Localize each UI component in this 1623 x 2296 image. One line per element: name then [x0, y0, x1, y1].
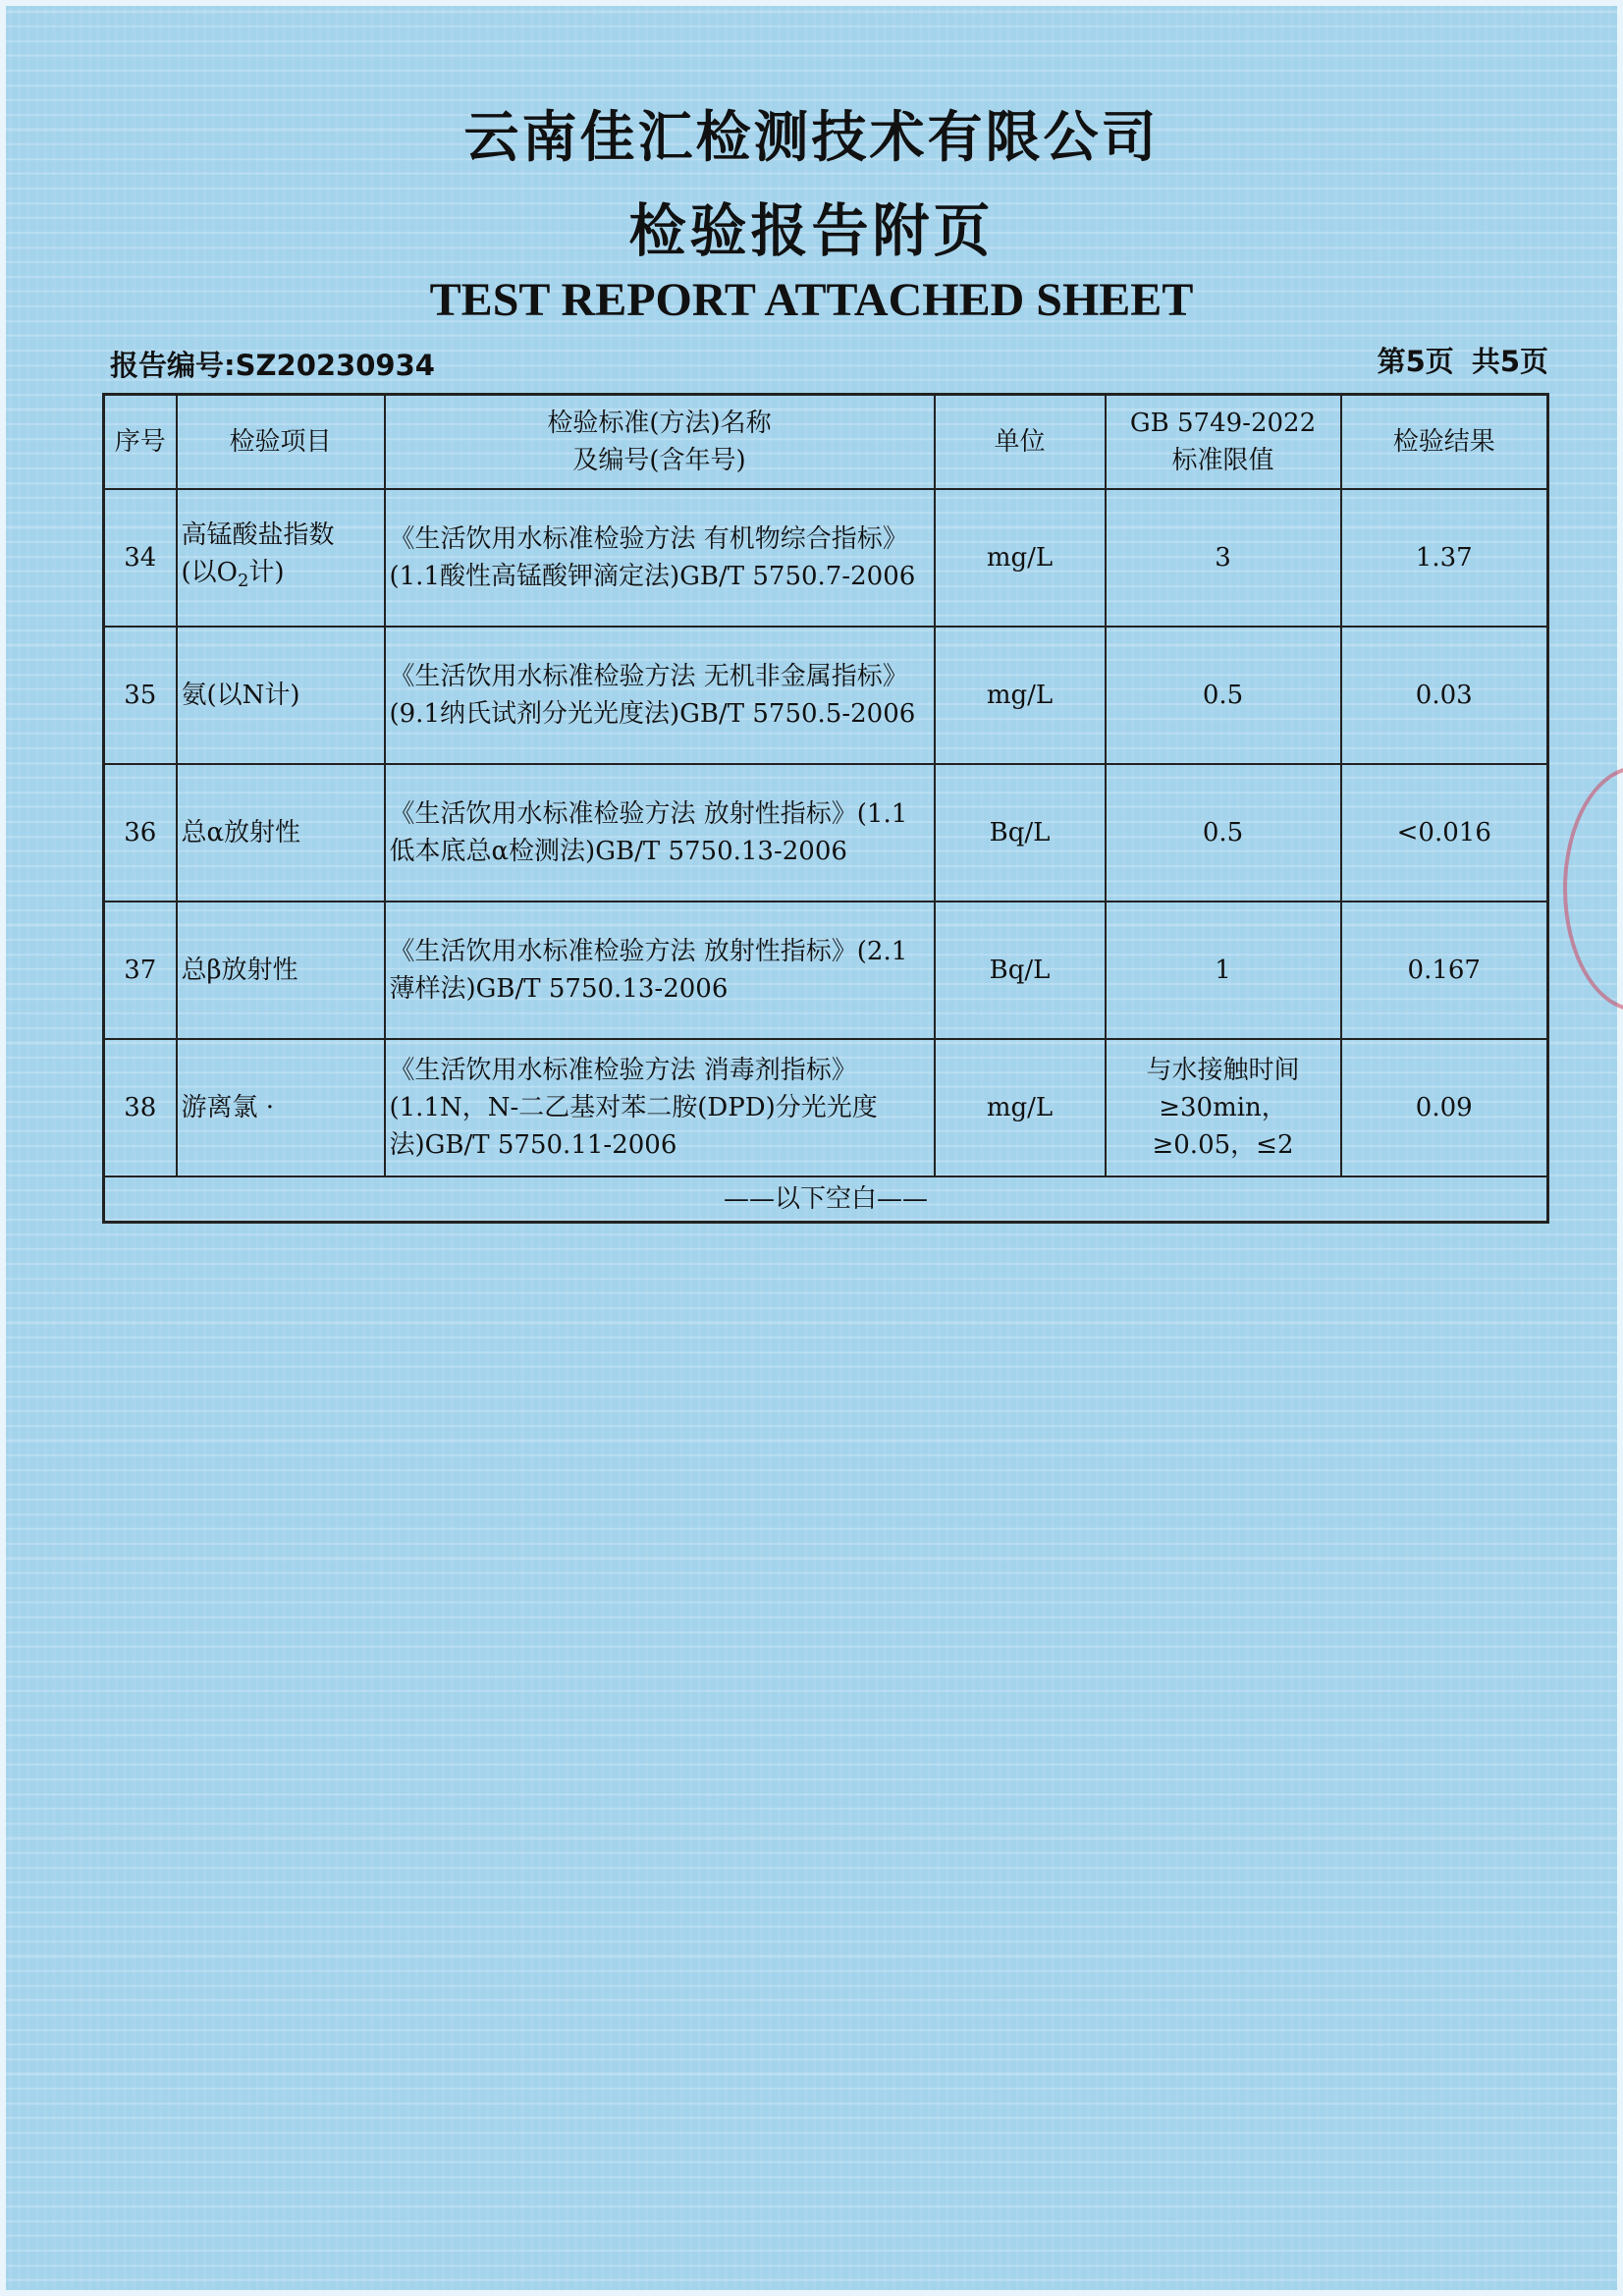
row-no: 36 [104, 764, 177, 902]
table-row [104, 1039, 1548, 1176]
row-item: 游离氯 · [177, 1039, 385, 1176]
row-no: 37 [104, 902, 177, 1039]
header-limit [1106, 395, 1341, 490]
row-item-main: 高锰酸盐指数 [181, 519, 335, 550]
row-no: 34 [104, 489, 177, 627]
row-result: 0.09 [1341, 1039, 1548, 1176]
row-limit: 与水接触时间≥30min，≥0.05，≤2 [1106, 1039, 1341, 1176]
page-indicator [1360, 340, 1548, 380]
row-item-formula [182, 554, 380, 600]
row-result: <0.016 [1341, 764, 1548, 902]
page-total: 共5页 [1471, 345, 1548, 378]
row-item: 总β放射性 [177, 902, 385, 1039]
page-current: 第5页 [1377, 345, 1454, 378]
header-no: 序号 [104, 395, 177, 490]
table-header-row [104, 395, 1548, 490]
header-unit: 单位 [935, 395, 1106, 490]
row-result: 0.167 [1341, 902, 1548, 1039]
row-unit: Bq/L [935, 764, 1106, 902]
row-item-post: 计) [248, 557, 285, 587]
row-unit: Bq/L [935, 902, 1106, 1039]
header-method-line2: 及编号(含年号) [572, 446, 746, 475]
header-item: 检验项目 [177, 395, 385, 490]
company-seal-stamp [1563, 766, 1623, 1011]
header-result: 检验结果 [1341, 395, 1548, 490]
row-method: 《生活饮用水标准检验方法 无机非金属指标》(9.1纳氏试剂分光光度法)GB/T 5750.5-2006 [385, 627, 935, 764]
row-unit: mg/L [935, 1039, 1106, 1176]
row-method: 《生活饮用水标准检验方法 有机物综合指标》(1.1酸性高锰酸钾滴定法)GB/T 5750.7-2006 [385, 489, 935, 627]
row-limit: 0.5 [1106, 764, 1341, 902]
table-row [104, 902, 1548, 1039]
end-note: ——以下空白—— [104, 1176, 1548, 1223]
table-row [104, 764, 1548, 902]
row-no: 38 [104, 1039, 177, 1176]
row-item [177, 489, 385, 627]
table-row [104, 627, 1548, 764]
header-limit-line2: 标准限值 [1171, 446, 1274, 475]
row-no: 35 [104, 627, 177, 764]
report-number: 报告编号:SZ20230934 [110, 349, 435, 382]
table-end-row [104, 1176, 1548, 1223]
test-results-table [102, 393, 1549, 1224]
row-item: 氨(以N计) [177, 627, 385, 764]
header-method [385, 395, 935, 490]
row-item-subscript: 2 [237, 570, 249, 591]
document-title-cn: 检验报告附页 [628, 197, 995, 264]
row-limit: 3 [1106, 489, 1341, 627]
header-method-line1: 检验标准(方法)名称 [547, 409, 772, 438]
row-method: 《生活饮用水标准检验方法 消毒剂指标》(1.1N，N-二乙基对苯二胺(DPD)分光光度法)GB/T 5750.11-2006 [385, 1039, 935, 1176]
table-row [104, 489, 1548, 627]
document-title-en: TEST REPORT ATTACHED SHEET [429, 274, 1194, 326]
row-method: 《生活饮用水标准检验方法 放射性指标》(2.1薄样法)GB/T 5750.13-2006 [385, 902, 935, 1039]
row-result: 0.03 [1341, 627, 1548, 764]
header-limit-line1: GB 5749-2022 [1129, 409, 1317, 438]
row-item: 总α放射性 [177, 764, 385, 902]
row-result: 1.37 [1341, 489, 1548, 627]
row-method: 《生活饮用水标准检验方法 放射性指标》(1.1低本底总α检测法)GB/T 5750.13-2006 [385, 764, 935, 902]
row-limit: 1 [1106, 902, 1341, 1039]
row-unit: mg/L [935, 489, 1106, 627]
company-name: 云南佳汇检测技术有限公司 [463, 106, 1160, 170]
row-limit: 0.5 [1106, 627, 1341, 764]
row-unit: mg/L [935, 627, 1106, 764]
row-item-pre: (以O [181, 557, 238, 587]
